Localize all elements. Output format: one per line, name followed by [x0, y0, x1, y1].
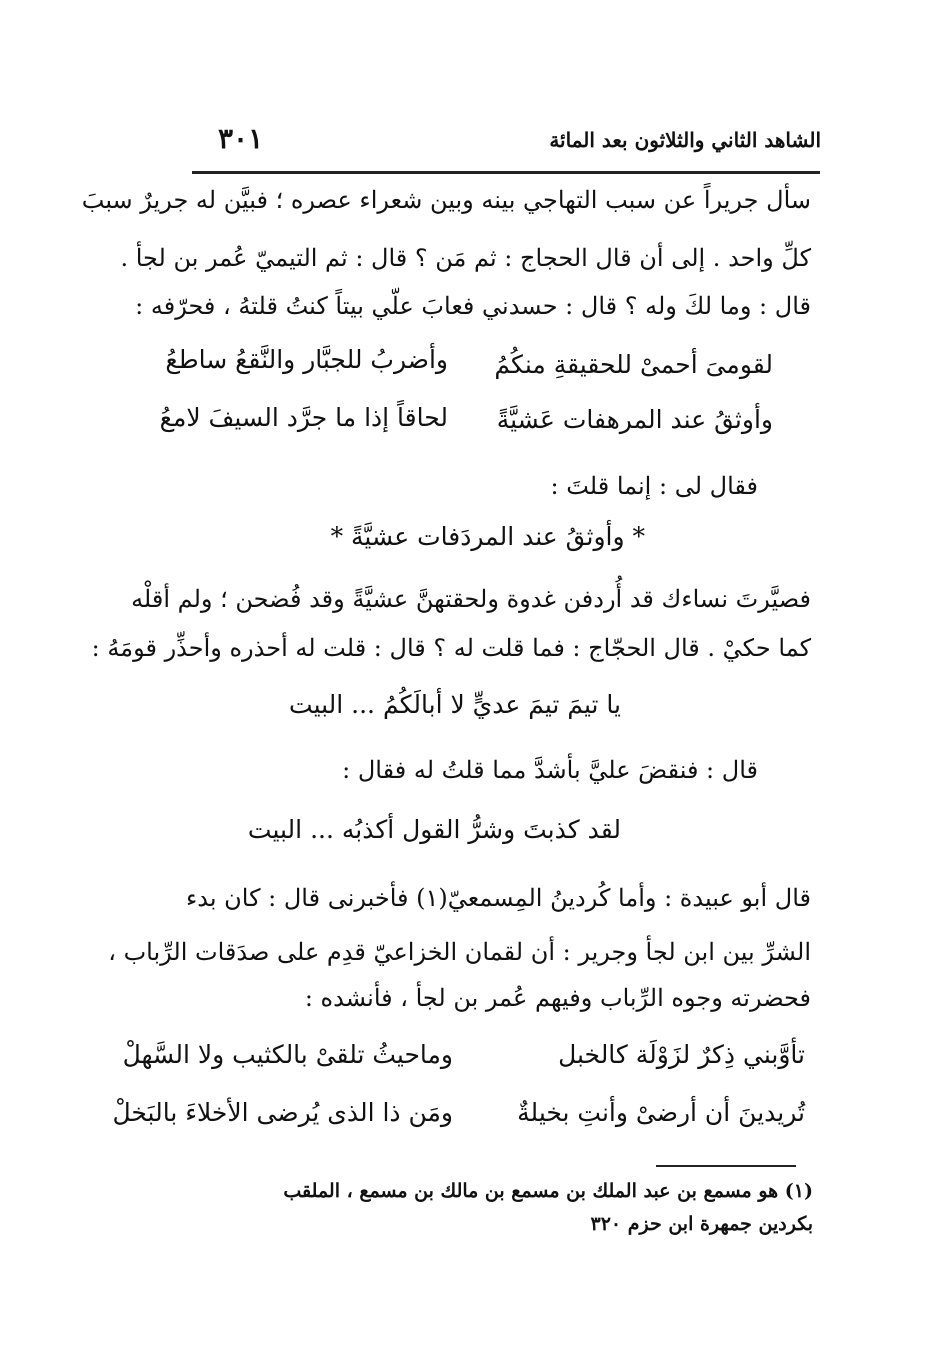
paragraph-1-line-3: قال : وما لكَ وله ؟ قال : حسدني فعابَ علّي بيتاً كنتُ قلتهُ ، فحرّفه :: [135, 292, 811, 320]
running-header-title: الشاهد الثاني والثلاثون بعد المائة: [549, 128, 821, 152]
he-said-line: قال : فنقضَ عليَّ بأشدَّ مما قلتُ له فقال :: [342, 756, 758, 784]
verse-4-line-1-first-hemistich: تأوَّبني ذِكرٌ لزَوْلَة كالخبل: [558, 1040, 805, 1069]
verse-4-line-1-second-hemistich: وماحيثُ تلقىْ بالكثيب ولا السَّهلْ: [122, 1040, 453, 1069]
paragraph-1-line-2: كلِّ واحد . إلى أن قال الحجاج : ثم مَن ؟ قال : ثم التيميّ عُمر بن لجأ .: [120, 244, 811, 272]
footnote-line-2: بكردين جمهرة ابن حزم ٣٢٠: [590, 1213, 813, 1235]
verse-4-line-2-second-hemistich: ومَن ذا الذى يُرضى الأخلاءَ بالبَخلْ: [112, 1098, 453, 1127]
paragraph-2-line-2: كما حكيْ . قال الحجّاج : فما قلت له ؟ قال : قلت له أحذره وأحذِّر قومَهُ :: [91, 634, 811, 662]
verse-1-line-1-second-hemistich: وأضربُ للجبَّار والنَّقعُ ساطعُ: [165, 345, 448, 374]
centered-hemistich: * وأوثقُ عند المردَفات عشيَّةً *: [330, 522, 645, 551]
verse-1-line-2-first-hemistich: وأوثقُ عند المرهفات عَشيَّةً: [496, 405, 773, 434]
verse-1-line-2-second-hemistich: لحاقاً إذا ما جرَّد السيفَ لامعُ: [159, 403, 448, 432]
paragraph-2-line-1: فصيَّرتَ نساءك قد أُردفن غدوة ولحقتهنَّ عشيَّةً وقد فُضحن ؛ ولم أقلْه: [131, 585, 811, 613]
footnote-rule: [656, 1165, 796, 1167]
paragraph-3-line-3: فحضرته وجوه الرِّباب وفيهم عُمر بن لجأ ، فأنشده :: [304, 984, 811, 1012]
header-rule: [192, 171, 820, 174]
verse-1-line-1-first-hemistich: لقومىَ أحمىْ للحقيقةِ منكُمُ: [494, 350, 773, 379]
said-to-me-line: فقال لى : إنما قلتَ :: [550, 472, 758, 500]
footnote-line-1: (١) هو مسمع بن عبد الملك بن مسمع بن مالك بن مسمع ، الملقب: [283, 1180, 813, 1202]
verse-4-line-2-first-hemistich: تُريدينَ أن أرضىْ وأنتِ بخيلةٌ: [517, 1098, 805, 1127]
paragraph-3-line-1: قال أبو عبيدة : وأما كُردينُ المِسمعيّ(١) فأخبرنى قال : كان بدء: [185, 884, 811, 912]
verse-2: يا تيمَ تيمَ عديٍّ لا أبالَكُمُ ... البيت: [289, 690, 621, 719]
verse-3: لقد كذبتَ وشرُّ القول أكذبُه ... البيت: [247, 815, 621, 844]
page-number: ٣٠١: [218, 122, 264, 155]
paragraph-1-line-1: سأل جريراً عن سبب التهاجي بينه وبين شعراء عصره ؛ فبيَّن له جريرٌ سببَ: [81, 186, 811, 214]
paragraph-3-line-2: الشرِّ بين ابن لجأ وجرير : أن لقمان الخزاعيّ قدِم على صدَقات الرِّباب ،: [108, 938, 811, 966]
